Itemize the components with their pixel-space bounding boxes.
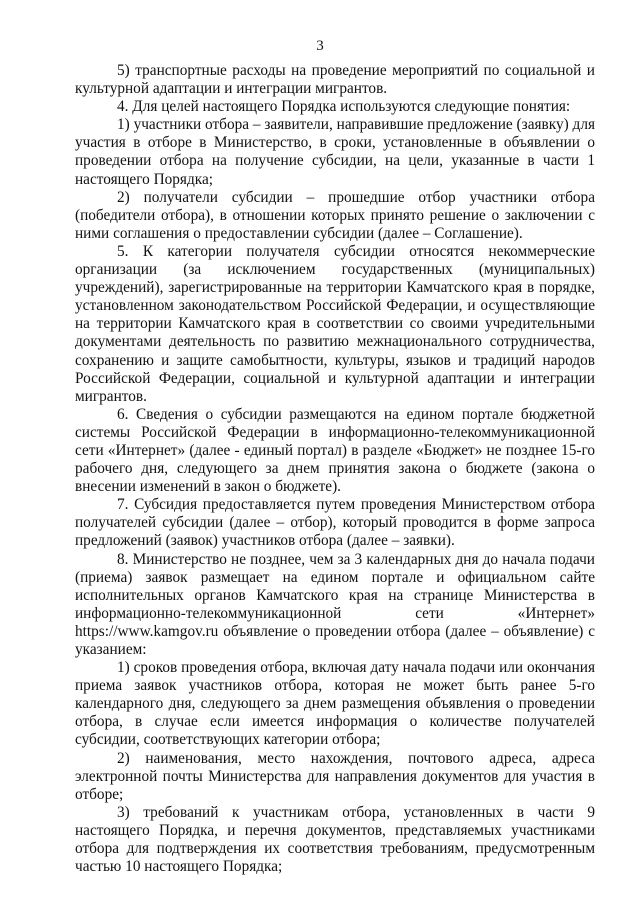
paragraph-item-5-transport: 5) транспортные расходы на проведение мероприятий по социальной и культурной адаптации и интеграции мигрантов. bbox=[75, 62, 595, 98]
paragraph-section-6: 6. Сведения о субсидии размещаются на едином портале бюджетной системы Российской Федерации в информационно-телекоммуникационной сети «Интернет» (далее - единый портал) в разделе «Бюджет» не позднее 15-го рабочего дня, следующего за днем принятия закона о бюджете (закона о внесении изменений в закон о бюджете). bbox=[75, 405, 595, 496]
paragraph-section-7: 7. Субсидия предоставляется путем проведения Министерством отбора получателей субсидии (далее – отбор), который проводится в форме запроса предложений (заявок) участников отбора (далее – заявки). bbox=[75, 496, 595, 550]
paragraph-section-8-item-3: 3) требований к участникам отбора, установленных в части 9 настоящего Порядка, и перечня документов, представляемых участниками отбора для подтверждения их соответствия требованиям, предусмотренным частью 10 настоящего Порядка; bbox=[75, 803, 595, 876]
paragraph-section-8-item-1: 1) сроков проведения отбора, включая дату начала подачи или окончания приема заявок участников отбора, которая не может быть ранее 5-го календарного дня, следующего за днем размещения объявления о проведении отбора, в случае если имеется информация о количестве получателей субсидии, соответствующих категории отбора; bbox=[75, 659, 595, 749]
paragraph-section-4: 4. Для целей настоящего Порядка используются следующие понятия: bbox=[117, 98, 571, 116]
paragraph-section-8: 8. Министерство не позднее, чем за 3 календарных дня до начала подачи (приема) заявок размещает на едином портале и официальном сайте исполнительных органов Камчатского края на странице Министерства в информационно-телекоммуникационной сети «Интернет» https://www.kamgov.ru объявление о проведении отбора (далее – объявление) с указанием: bbox=[75, 550, 595, 658]
paragraph-section-8-item-2: 2) наименования, место нахождения, почтового адреса, адреса электронной почты Министерства для направления документов для участия в отборе; bbox=[75, 749, 595, 803]
paragraph-definition-participants: 1) участники отбора – заявители, направившие предложение (заявку) для участия в отборе в Министерство, в сроки, установленные в объявлении о проведении отбора на получение субсидии, на цели, указанные в части 1 настоящего Порядка; bbox=[75, 116, 595, 188]
page-number: 3 bbox=[316, 38, 324, 54]
paragraph-definition-recipients: 2) получатели субсидии – прошедшие отбор участники отбора (победители отбора), в отношении которых принято решение о заключении с ними соглашения о предоставлении субсидии (далее – Соглашение). bbox=[75, 188, 595, 242]
paragraph-section-5: 5. К категории получателя субсидии относятся некоммерческие организации (за исключением государственных (муниципальных) учреждений), зарегистрированные на территории Камчатского края в порядке, установленном законодательством Российской Федерации, и осуществляющие на территории Камчатского края в соответствии со своими учредительными документами деятельность по развитию межнационального сотрудничества, сохранению и защите самобытности, культуры, языков и традиций народов Российской Федерации, социальной и культурной адаптации и интеграции мигрантов. bbox=[75, 242, 595, 405]
document-body bbox=[75, 62, 595, 876]
